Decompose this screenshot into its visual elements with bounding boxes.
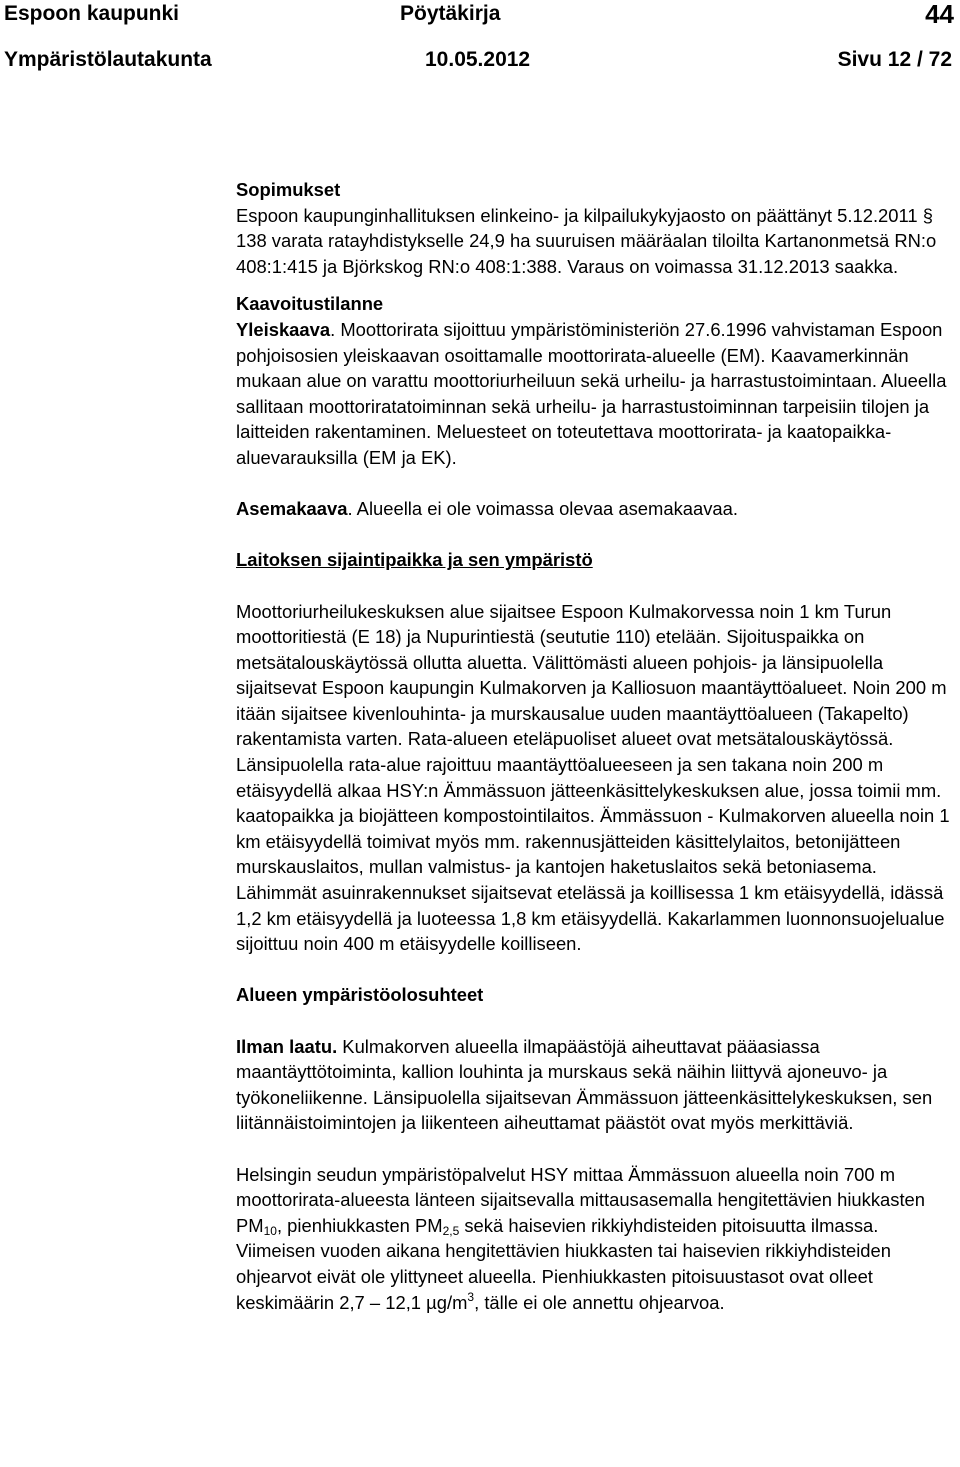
hsy-text-part2: , pienhiukkasten PM — [276, 1214, 443, 1236]
master-plan-label: Yleiskaava — [236, 318, 331, 340]
detailed-plan-label: Asemakaava — [236, 498, 348, 520]
pm10-subscript: 10 — [263, 1223, 277, 1238]
header-page-number: Sivu 12 / 72 — [837, 48, 952, 71]
location-paragraph: Moottoriurheilukeskuksen alue sijaitsee Espoon Kulmakorvessa noin 1 km Turun moottoritiestä (E 18) ja Nupurintiestä (seututie 110) etelään. Sijoituspaikka on metsätalouskäytössä ollutta aluetta. Välittömästi alueen pohjois- ja länsipuolella sijaitsevat Espoon kaupungin Kulmakorven ja Kalliosuon maantäyttöalueet. Noin 200 m itään sijaitsee kivenlouhinta- ja murskausalue uuden maantäyttöalueen (Takapelto) rakentamista varten. Rata-alueen eteläpuoliset alueet ovat metsätalouskäytössä. Länsipuolella rata-alue rajoittuu maantäyttöalueeseen ja sen takana noin 200 m etäisyydellä alkaa HSY:n Ämmässuon jätteenkäsittelykeskuksen alue, jossa toimii mm. kaatopaikka ja biojätteen kompostointilaitos. Ämmässuon - Kulmakorven alueella noin 1 km etäisyydellä toimivat myös mm. rakennusjätteiden käsittelylaitos, betonijätteen murskauslaitos, mullan valmistus- ja kantojen haketuslaitos sekä betoniasema. Lähimmät asuinrakennukset sijaitsevat etelässä ja koillisessa 1 km etäisyydellä, idässä 1,2 km etäisyydellä ja luoteessa 1,8 km etäisyydellä. Kakarlammen luonnonsuojelualue sijoittuu noin 400 m etäisyydelle koilliseen. — [236, 600, 950, 955]
header-item-number: 44 — [925, 0, 954, 29]
air-quality-paragraph — [236, 1034, 958, 1136]
air-quality-label: Ilman laatu. — [236, 1035, 338, 1057]
environment-heading: Alueen ympäristöolosuhteet — [236, 984, 484, 1006]
hsy-text-part4: , tälle ei ole annettu ohjearvoa. — [474, 1291, 725, 1313]
master-plan-paragraph — [236, 317, 958, 471]
location-heading: Laitoksen sijaintipaikka ja sen ympäristö — [236, 549, 593, 571]
header-organization: Espoon kaupunki — [4, 2, 180, 25]
pm25-subscript: 2,5 — [442, 1223, 460, 1238]
air-quality-text: Kulmakorven alueella ilmapäästöjä aiheuttavat pääasiassa maantäyttötoiminta, kallion louhinta ja murskaus sekä näihin liittyvä ajoneuvo- ja työkoneliikenne. Länsipuolella sijaitsevan Ämmässuon jätteenkäsittelykeskuksen, sen liitännäistoimintojen ja liikenteen aiheuttamat päästöt ovat myös merkittäviä. — [236, 1035, 933, 1134]
agreements-heading: Sopimukset — [236, 179, 341, 200]
hsy-text-part1: Helsingin seudun ympäristöpalvelut HSY mittaa Ämmässuon alueella noin 700 m moottorirata-alueesta länteen sijaitsevalla mittausasemalla hengitettävien hiukkasten PM — [236, 1163, 926, 1236]
hsy-text-part3: sekä haisevien rikkiyhdisteiden pitoisuutta ilmassa. Viimeisen vuoden aikana hengitettävien hiukkasten tai haisevien rikkiyhdisteiden ohjearvot eivät ole ylittyneet alueella. Pienhiukkasten pitoisuustasot ovat olleet keskimäärin 2,7 – 12,1 µg/m — [236, 1214, 891, 1313]
header-document-type: Pöytäkirja — [400, 2, 501, 25]
header-date: 10.05.2012 — [425, 48, 531, 71]
zoning-heading: Kaavoitustilanne — [236, 293, 384, 315]
detailed-plan-paragraph — [236, 496, 958, 522]
agreements-paragraph: Espoon kaupunginhallituksen elinkeino- ja kilpailukykyjaosto on päättänyt 5.12.2011 § 138 varata ratayhdistykselle 24,9 ha suuruisen määräalan tiloilta Kartanonmetsä RN:o 408:1:415 ja Björkskog RN:o 408:1:388. Varaus on voimassa 31.12.2013 saakka. — [236, 204, 937, 277]
document-body — [236, 177, 958, 1315]
header-board: Ympäristölautakunta — [4, 48, 212, 71]
hsy-measurement-paragraph — [236, 1162, 958, 1316]
cubic-superscript: 3 — [467, 1289, 475, 1304]
detailed-plan-text: . Alueella ei ole voimassa olevaa asemakaavaa. — [347, 498, 738, 520]
master-plan-text: . Moottorirata sijoittuu ympäristöministeriön 27.6.1996 vahvistaman Espoon pohjoisosien yleiskaavan osoittamalle moottorirata-alueelle (EM). Kaavamerkinnän mukaan alue on varattu moottoriurheiluun sekä urheilu- ja harrastustoimintaan. Alueella sallitaan moottoriratatoiminnan sekä urheilu- ja harrastustoiminnan tarpeisiin tilojen ja laitteiden rakentaminen. Meluesteet on toteutettava moottorirata- ja kaatopaikka-aluevarauksilla (EM ja EK). — [236, 318, 947, 468]
